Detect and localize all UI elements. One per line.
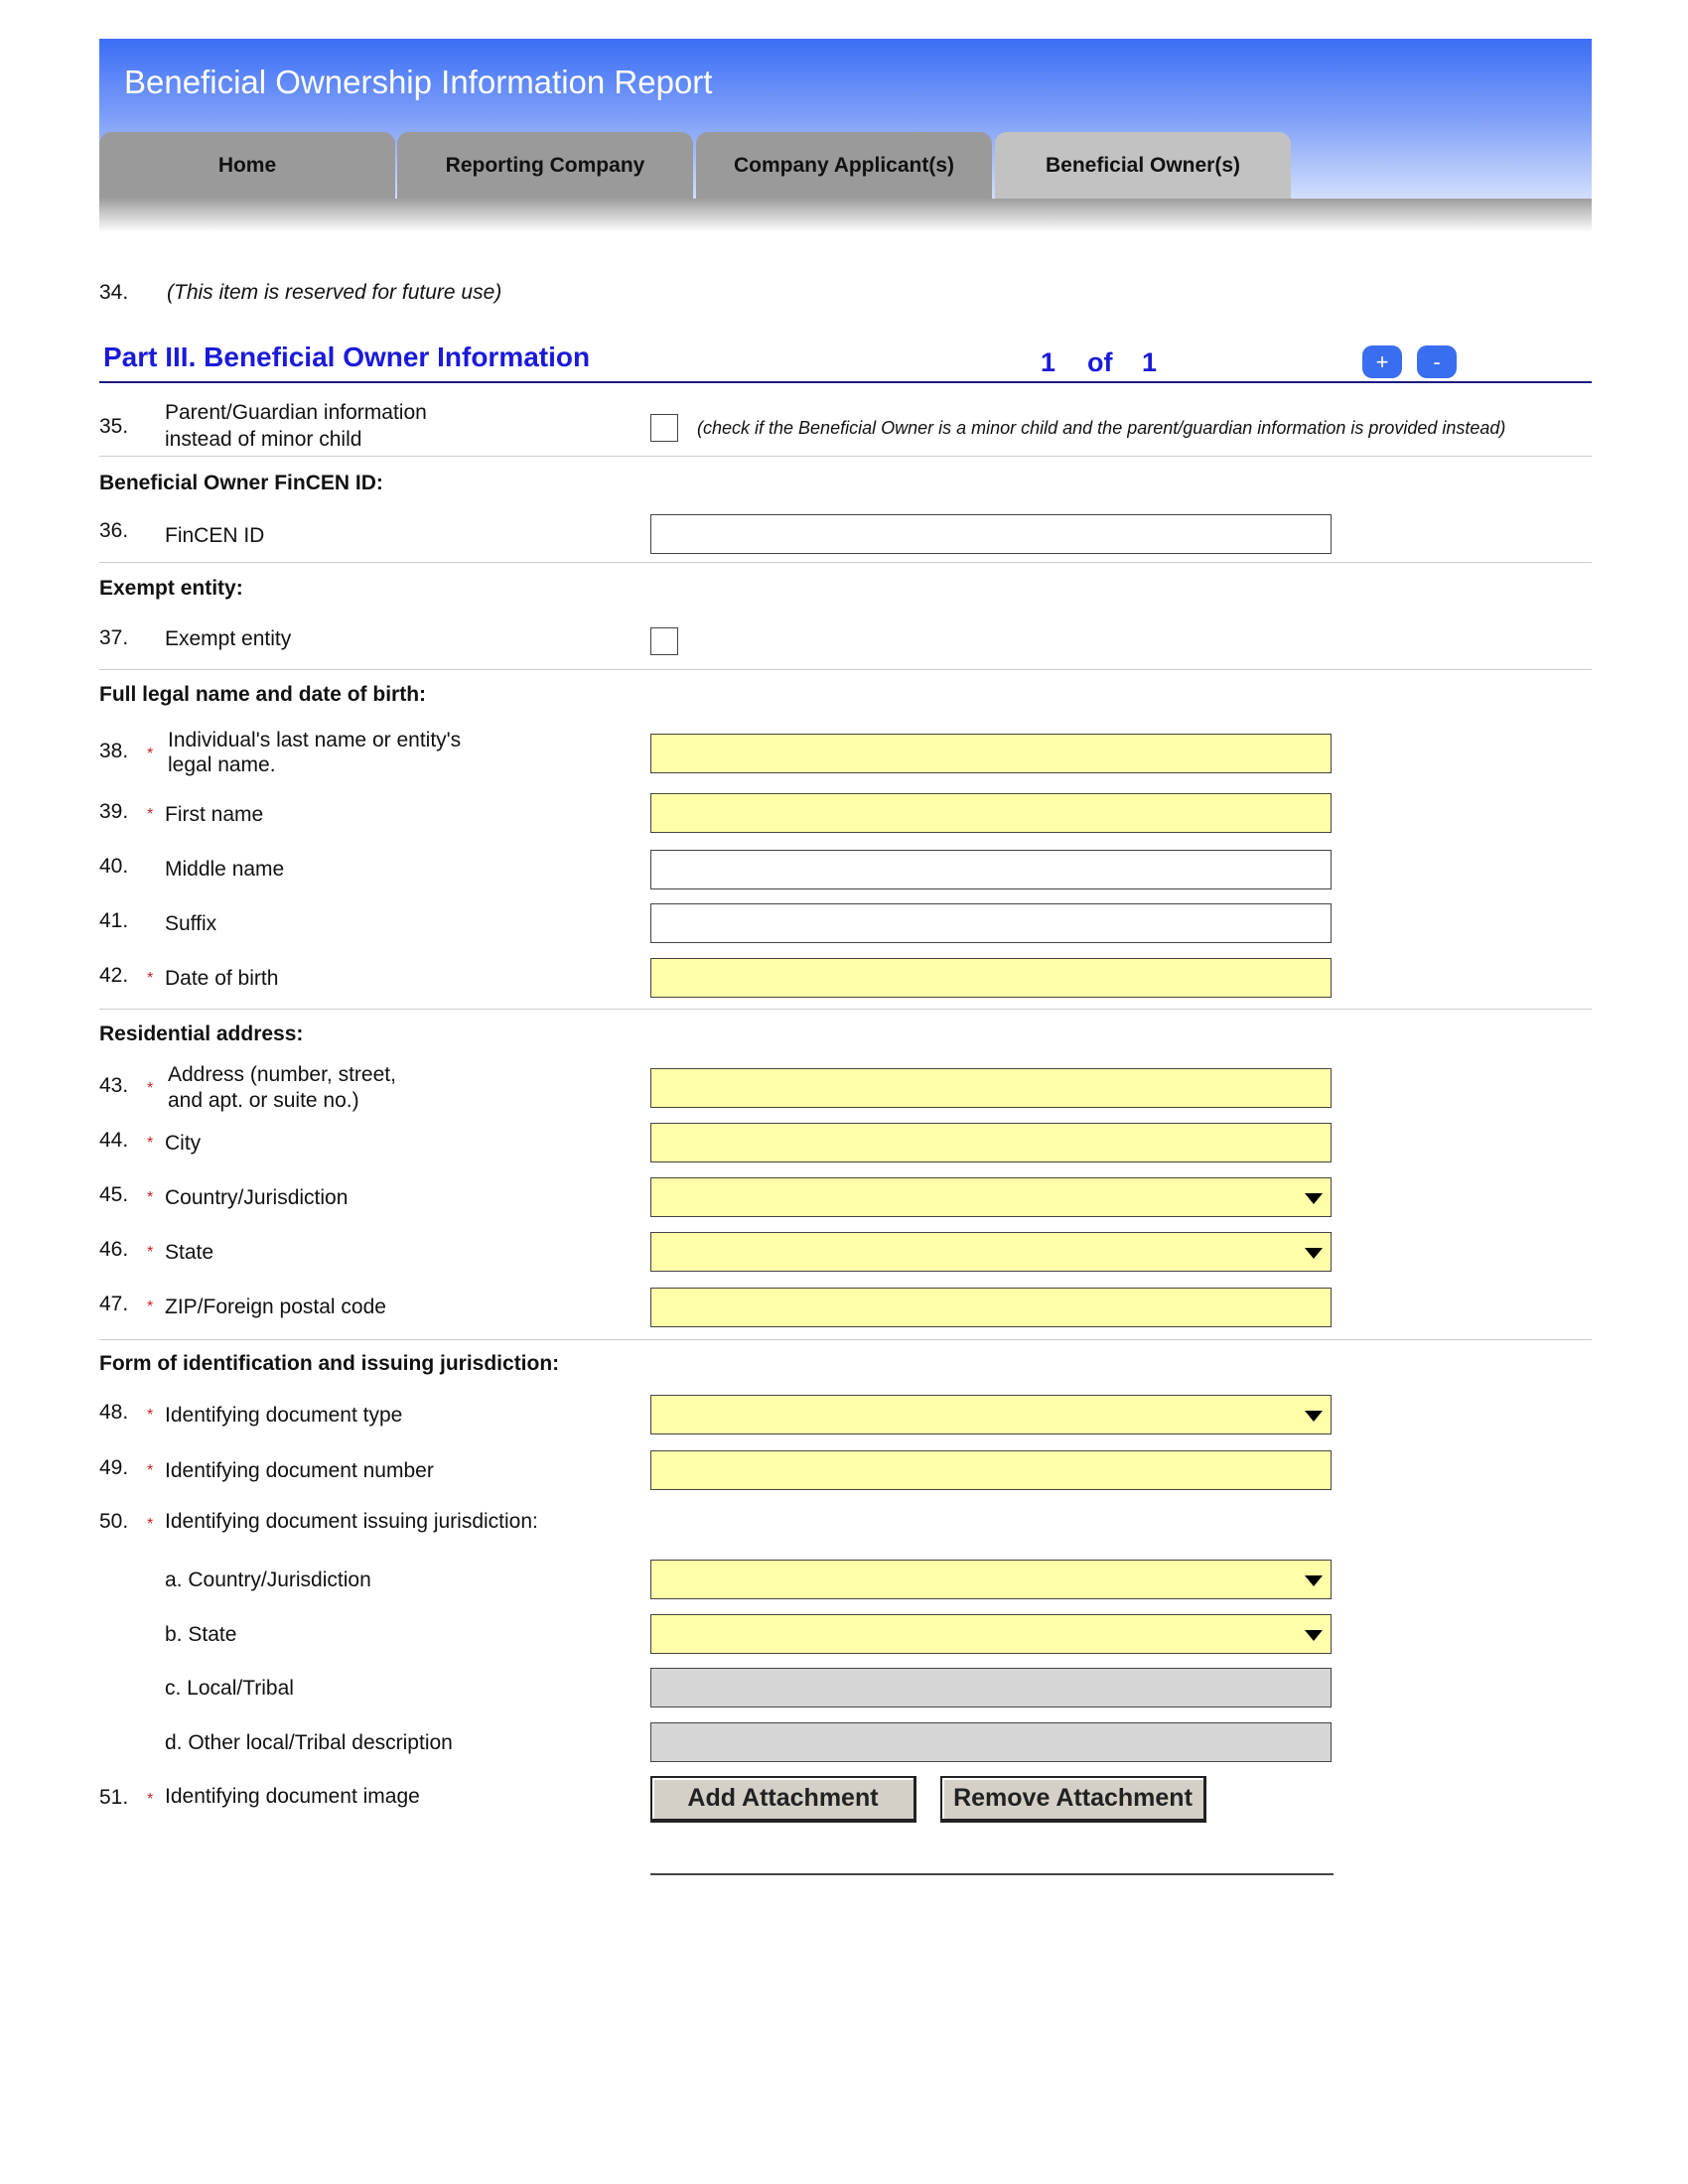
section-heading: Exempt entity: — [99, 577, 243, 600]
field-label: Identifying document type — [165, 1404, 403, 1427]
issuing-country-select[interactable] — [650, 1560, 1332, 1599]
item-number: 47. — [99, 1293, 129, 1315]
item-number: 39. — [99, 800, 129, 823]
divider — [99, 1339, 1592, 1340]
item-number: 37. — [99, 626, 129, 649]
field-label: Identifying document issuing jurisdiction: — [165, 1510, 538, 1533]
field-label: Middle name — [165, 858, 285, 881]
date-of-birth-input[interactable] — [650, 958, 1332, 998]
field-label: ZIP/Foreign postal code — [165, 1296, 386, 1318]
state-select[interactable] — [650, 1232, 1332, 1272]
city-input[interactable] — [650, 1123, 1332, 1162]
field-label: Country/Jurisdiction — [165, 1186, 349, 1209]
field-label: Individual's last name or entity's — [168, 729, 462, 751]
section-heading: Residential address: — [99, 1023, 304, 1045]
item-number: 35. — [99, 415, 129, 438]
field-label: Date of birth — [165, 967, 279, 990]
field-label: d. Other local/Tribal description — [165, 1731, 453, 1754]
header-band — [99, 199, 1592, 232]
item-number: 43. — [99, 1074, 129, 1097]
field-label: Parent/Guardian information — [165, 401, 427, 424]
other-tribal-description-input[interactable] — [650, 1722, 1332, 1762]
item-number: 46. — [99, 1238, 129, 1261]
item-number: 41. — [99, 909, 129, 932]
tab-home[interactable]: Home — [99, 132, 395, 199]
attachment-divider — [650, 1873, 1334, 1875]
item-number: 36. — [99, 519, 129, 542]
last-name-input[interactable] — [650, 734, 1332, 773]
address-input[interactable] — [650, 1068, 1332, 1108]
tab-company-applicants[interactable]: Company Applicant(s) — [696, 132, 992, 199]
required-icon: * — [147, 1791, 154, 1808]
required-icon: * — [147, 1135, 154, 1152]
suffix-input[interactable] — [650, 903, 1332, 943]
field-label: c. Local/Tribal — [165, 1677, 294, 1700]
field-label: Identifying document number — [165, 1459, 434, 1482]
section-heading: Form of identification and issuing jurisdiction: — [99, 1352, 560, 1375]
item-number: 48. — [99, 1401, 129, 1424]
document-type-select[interactable] — [650, 1395, 1332, 1434]
field-label: State — [165, 1241, 214, 1264]
section-heading: Beneficial Owner FinCEN ID: — [99, 472, 383, 494]
page-current: 1 — [1041, 347, 1056, 377]
issuing-state-select[interactable] — [650, 1614, 1332, 1654]
reserved-note: (This item is reserved for future use) — [167, 281, 502, 304]
item-number: 38. — [99, 740, 129, 762]
parent-guardian-checkbox[interactable] — [650, 414, 678, 442]
middle-name-input[interactable] — [650, 850, 1332, 889]
required-icon: * — [147, 806, 154, 823]
part-title: Part III. Beneficial Owner Information — [103, 341, 591, 372]
remove-owner-button[interactable]: - — [1417, 345, 1457, 378]
item-number: 40. — [99, 855, 129, 878]
divider — [99, 1009, 1592, 1010]
field-label: First name — [165, 803, 264, 826]
country-select[interactable] — [650, 1177, 1332, 1217]
divider — [99, 562, 1592, 563]
tab-reporting-company[interactable]: Reporting Company — [397, 132, 693, 199]
fincen-id-input[interactable] — [650, 514, 1332, 554]
required-icon: * — [147, 1244, 154, 1261]
app-header — [99, 39, 1592, 199]
field-label: and apt. or suite no.) — [168, 1089, 359, 1112]
item-number: 44. — [99, 1129, 129, 1152]
required-icon: * — [147, 1407, 154, 1424]
first-name-input[interactable] — [650, 793, 1332, 833]
field-label: Identifying document image — [165, 1785, 420, 1808]
item-number: 45. — [99, 1183, 129, 1206]
page-of: of — [1087, 347, 1113, 377]
divider — [99, 669, 1592, 670]
page-total: 1 — [1142, 347, 1158, 377]
required-icon: * — [147, 970, 154, 987]
parent-guardian-note: (check if the Beneficial Owner is a minor child and the parent/guardian information is provided instead) — [697, 418, 1506, 438]
tab-beneficial-owners[interactable]: Beneficial Owner(s) — [995, 132, 1291, 199]
field-label: Exempt entity — [165, 627, 292, 650]
field-label: instead of minor child — [165, 428, 362, 451]
field-label: a. Country/Jurisdiction — [165, 1569, 371, 1591]
field-label: Suffix — [165, 912, 217, 935]
required-icon: * — [147, 1462, 154, 1479]
divider — [99, 456, 1592, 457]
item-number: 42. — [99, 964, 129, 987]
document-number-input[interactable] — [650, 1450, 1332, 1490]
required-icon: * — [147, 1189, 154, 1206]
item-number: 34. — [99, 281, 129, 304]
required-icon: * — [147, 1080, 154, 1097]
item-number: 49. — [99, 1456, 129, 1479]
divider — [99, 381, 1592, 383]
required-icon: * — [147, 1298, 154, 1315]
field-label: FinCEN ID — [165, 524, 265, 547]
add-owner-button[interactable]: + — [1362, 345, 1402, 378]
remove-attachment-button[interactable]: Remove Attachment — [940, 1776, 1206, 1823]
field-label: Address (number, street, — [168, 1063, 396, 1086]
item-number: 50. — [99, 1510, 129, 1533]
add-attachment-button[interactable]: Add Attachment — [650, 1776, 916, 1823]
required-icon: * — [147, 746, 154, 762]
postal-code-input[interactable] — [650, 1288, 1332, 1327]
item-number: 51. — [99, 1786, 129, 1809]
app-title: Beneficial Ownership Information Report — [124, 64, 713, 100]
field-label: legal name. — [168, 753, 276, 776]
local-tribal-input[interactable] — [650, 1668, 1332, 1707]
section-heading: Full legal name and date of birth: — [99, 683, 427, 706]
exempt-entity-checkbox[interactable] — [650, 627, 678, 655]
field-label: City — [165, 1132, 202, 1155]
required-icon: * — [147, 1516, 154, 1533]
field-label: b. State — [165, 1623, 237, 1646]
